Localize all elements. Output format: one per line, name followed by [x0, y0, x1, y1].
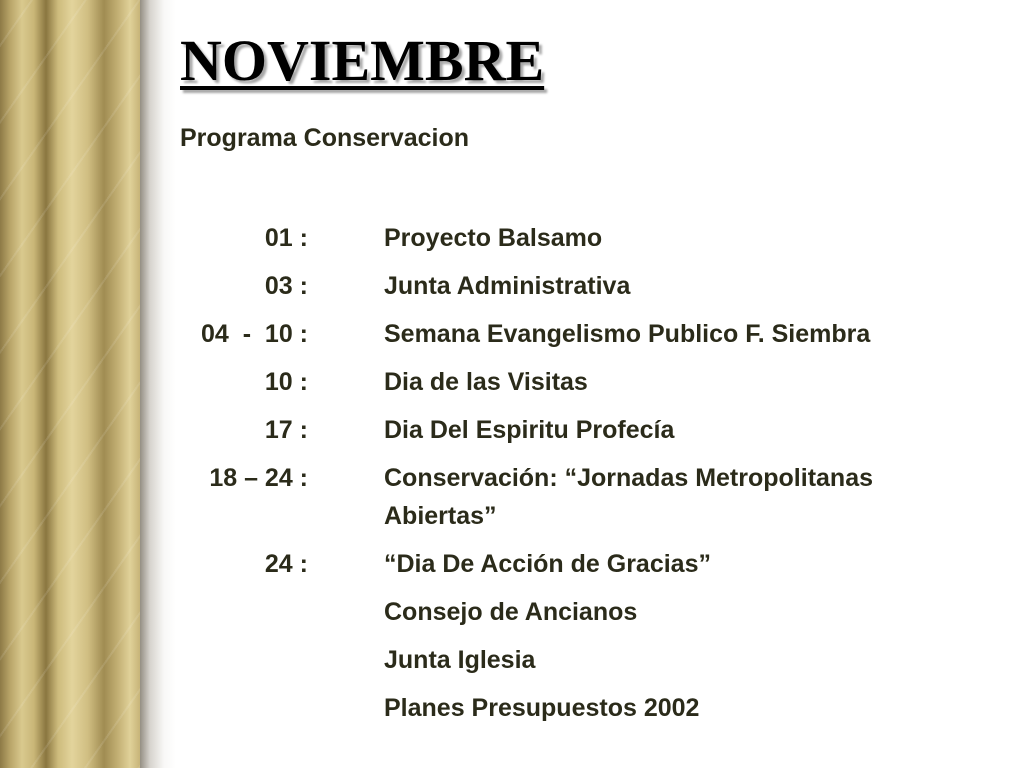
- schedule-event: Dia de las Visitas: [384, 368, 588, 396]
- schedule-row: [180, 358, 980, 406]
- column-shadow: [140, 0, 176, 768]
- schedule-event: Conservación: “Jornadas Metropolitanas Abiertas”: [384, 464, 874, 530]
- schedule-list: [180, 214, 980, 732]
- schedule-date: 24 :: [264, 550, 308, 578]
- schedule-event: Semana Evangelismo Publico F. Siembra: [384, 320, 871, 348]
- schedule-date: 04 - 10 :: [201, 320, 308, 348]
- schedule-row: [180, 406, 980, 454]
- schedule-date: 01 :: [264, 224, 308, 252]
- schedule-date: 18 – 24 :: [209, 464, 308, 492]
- schedule-row: [180, 262, 980, 310]
- schedule-row: [180, 588, 980, 636]
- schedule-event: Junta Iglesia: [384, 646, 536, 674]
- schedule-date: 17 :: [264, 416, 308, 444]
- slide-title: NOVIEMBRE: [180, 28, 545, 93]
- schedule-row: [180, 540, 980, 588]
- schedule-event: Consejo de Ancianos: [384, 598, 638, 626]
- schedule-row: [180, 310, 980, 358]
- schedule-row: [180, 636, 980, 684]
- schedule-event: Proyecto Balsamo: [384, 224, 603, 252]
- schedule-event: “Dia De Acción de Gracias”: [384, 550, 711, 578]
- schedule-event: Planes Presupuestos 2002: [384, 694, 700, 722]
- schedule-event: Dia Del Espiritu Profecía: [384, 416, 675, 444]
- gold-column-decoration: [0, 0, 140, 768]
- schedule-date: 10 :: [264, 368, 308, 396]
- schedule-row: [180, 684, 980, 732]
- slide-subtitle: Programa Conservacion: [180, 124, 469, 152]
- schedule-date: 03 :: [264, 272, 308, 300]
- schedule-event: Junta Administrativa: [384, 272, 631, 300]
- schedule-row: [180, 214, 980, 262]
- schedule-row: [180, 454, 980, 540]
